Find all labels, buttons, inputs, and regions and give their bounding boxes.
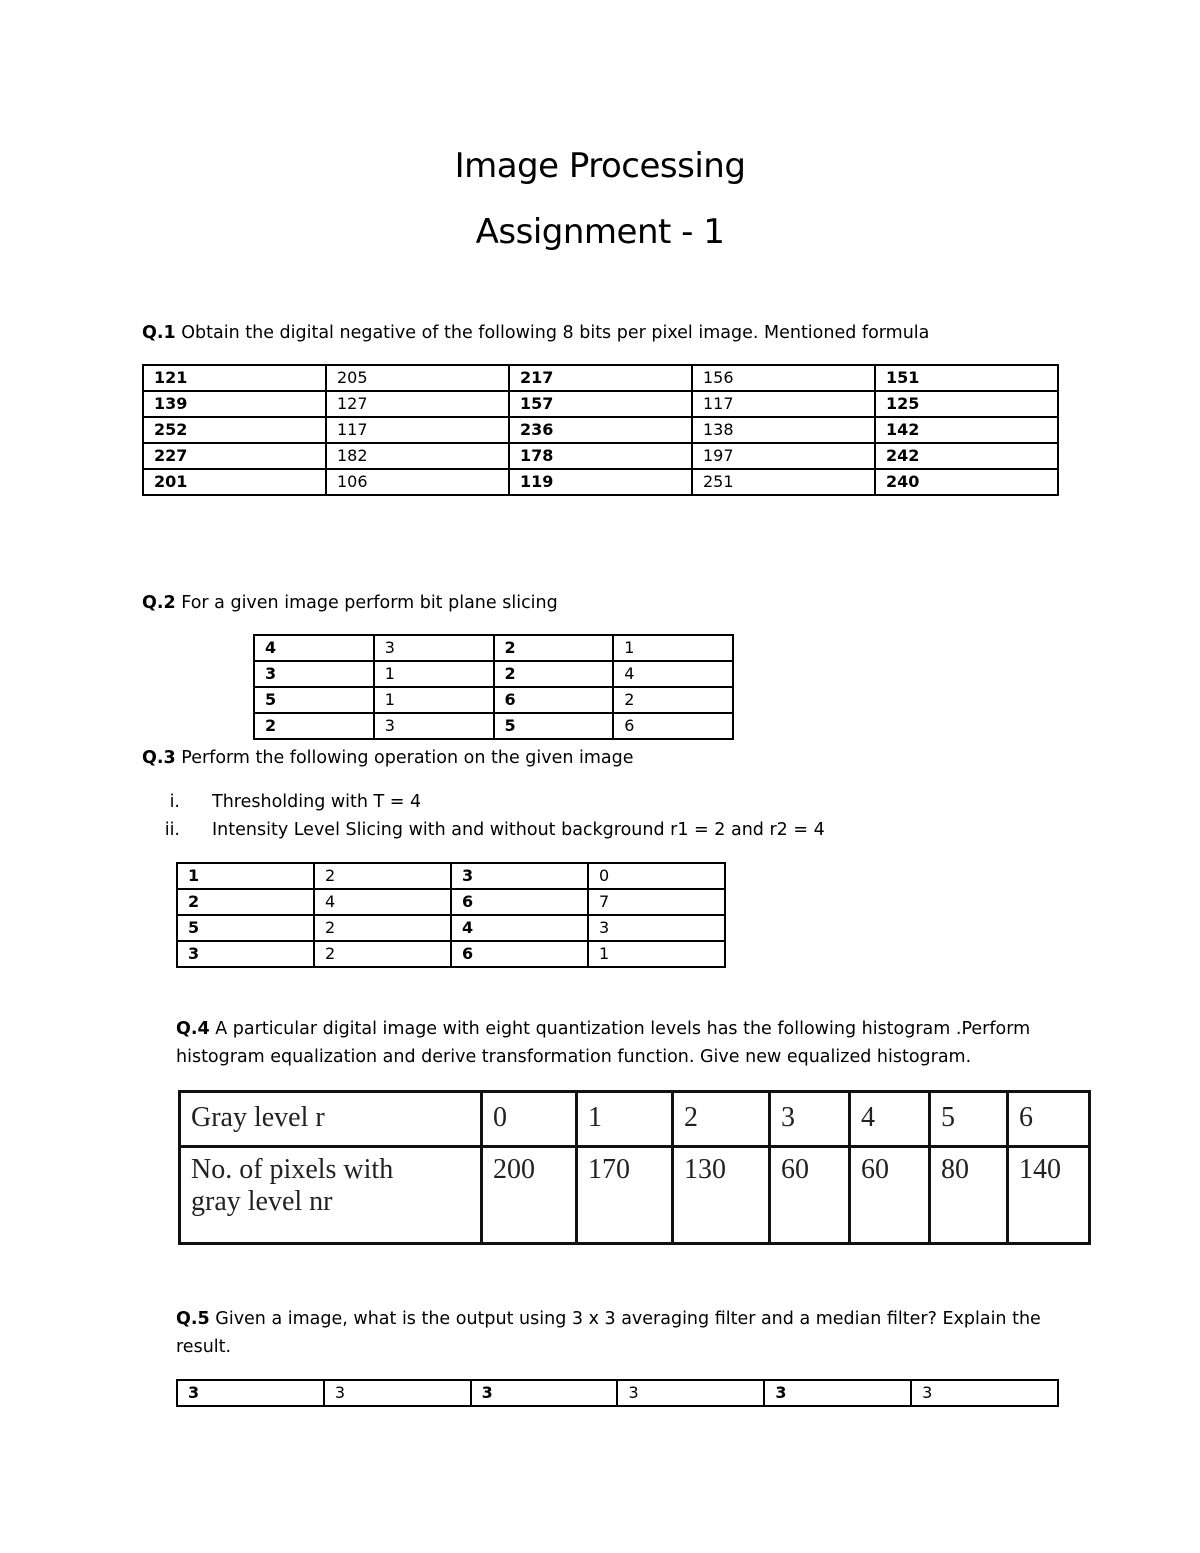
question-5-text: Given a image, what is the output using 3 x 3 averaging filter and a median filter? Explain the [209,1309,1041,1329]
table-cell: 4 [254,635,374,661]
question-2-label: Q.2 [142,593,176,613]
histogram-count-cell: 130 [673,1147,770,1244]
table-cell: 3 [374,635,494,661]
histogram-gray-level-cell: 4 [850,1092,930,1147]
list-item-number: i. [169,792,180,812]
question-1-text: Obtain the digital negative of the following 8 bits per pixel image. Mentioned formula [175,323,930,343]
table-row [177,915,725,941]
table-cell: 1 [177,863,314,889]
table-row [143,365,1058,391]
table-row [143,417,1058,443]
histogram-row-label [180,1147,482,1244]
table-cell: 5 [494,713,614,739]
table-cell: 142 [875,417,1058,443]
table-cell: 2 [314,863,451,889]
table-cell: 4 [613,661,733,687]
table-cell: 156 [692,365,875,391]
table-cell: 117 [692,391,875,417]
question-2 [142,593,558,613]
table-cell: 125 [875,391,1058,417]
histogram-gray-level-cell: 1 [577,1092,673,1147]
table-cell: 201 [143,469,326,495]
table-row [143,469,1058,495]
histogram-row-label-line: No. of pixels with [191,1154,394,1185]
table-cell: 6 [451,889,588,915]
histogram-count-cell: 140 [1008,1147,1090,1244]
table-cell: 251 [692,469,875,495]
histogram-gray-level-cell: 6 [1008,1092,1090,1147]
histogram-gray-level-cell: 2 [673,1092,770,1147]
question-5-table [176,1379,1059,1407]
table-cell: 106 [326,469,509,495]
question-4-text-line2: histogram equalization and derive transformation function. Give new equalized histogram. [176,1047,972,1067]
table-cell: 3 [764,1380,911,1406]
table-cell: 178 [509,443,692,469]
histogram-row-label: Gray level r [180,1092,482,1147]
table-cell: 3 [471,1380,618,1406]
histogram-gray-level-row [180,1092,1090,1147]
histogram-count-cell: 60 [850,1147,930,1244]
table-cell: 182 [326,443,509,469]
histogram-gray-level-cell: 5 [930,1092,1008,1147]
table-cell: 242 [875,443,1058,469]
table-cell: 2 [177,889,314,915]
table-cell: 3 [177,941,314,967]
histogram-count-cell: 80 [930,1147,1008,1244]
table-cell: 236 [509,417,692,443]
list-item-text: Intensity Level Slicing with and without background r1 = 2 and r2 = 4 [212,820,825,840]
table-cell: 1 [613,635,733,661]
table-row [143,443,1058,469]
table-cell: 197 [692,443,875,469]
table-cell: 121 [143,365,326,391]
table-cell: 240 [875,469,1058,495]
table-cell: 3 [451,863,588,889]
question-5-label: Q.5 [176,1309,210,1329]
table-cell: 2 [314,941,451,967]
question-3-text: Perform the following operation on the given image [175,748,634,768]
table-cell: 217 [509,365,692,391]
table-cell: 2 [494,661,614,687]
histogram-gray-level-cell: 3 [770,1092,850,1147]
table-row [254,661,733,687]
table-cell: 0 [588,863,725,889]
question-1 [142,323,929,343]
question-5-text-line2: result. [176,1337,232,1357]
table-cell: 139 [143,391,326,417]
table-cell: 3 [588,915,725,941]
table-row [177,941,725,967]
question-1-label: Q.1 [142,323,176,343]
table-cell: 1 [374,687,494,713]
table-row [177,889,725,915]
list-item-text: Thresholding with T = 4 [212,792,422,812]
table-cell: 2 [314,915,451,941]
question-1-table [142,364,1059,496]
question-2-text: For a given image perform bit plane slicing [175,593,558,613]
table-cell: 138 [692,417,875,443]
question-2-table [253,634,734,740]
table-cell: 6 [613,713,733,739]
table-cell: 227 [143,443,326,469]
question-4-text: A particular digital image with eight quantization levels has the following histogram .Perform [209,1019,1031,1039]
table-cell: 252 [143,417,326,443]
question-4-label: Q.4 [176,1019,210,1039]
table-cell: 157 [509,391,692,417]
table-row [254,713,733,739]
table-cell: 7 [588,889,725,915]
table-cell: 127 [326,391,509,417]
question-3-label: Q.3 [142,748,176,768]
table-row [177,863,725,889]
table-row [254,635,733,661]
table-cell: 2 [254,713,374,739]
question-3 [142,748,634,768]
table-row [177,1380,1058,1406]
table-cell: 3 [254,661,374,687]
table-cell: 3 [374,713,494,739]
histogram-count-cell: 200 [482,1147,577,1244]
question-3-table [176,862,726,968]
table-cell: 119 [509,469,692,495]
table-cell: 3 [177,1380,324,1406]
page-subtitle: Assignment - 1 [475,212,725,252]
question-5 [176,1309,1041,1329]
table-cell: 4 [314,889,451,915]
table-cell: 5 [177,915,314,941]
table-cell: 3 [911,1380,1058,1406]
histogram-count-cell: 170 [577,1147,673,1244]
table-cell: 151 [875,365,1058,391]
table-cell: 6 [451,941,588,967]
table-cell: 1 [374,661,494,687]
histogram-count-cell: 60 [770,1147,850,1244]
table-cell: 205 [326,365,509,391]
list-item-number: ii. [164,820,180,840]
histogram-pixel-count-row [180,1147,1090,1244]
table-cell: 2 [613,687,733,713]
table-cell: 3 [324,1380,471,1406]
table-row [254,687,733,713]
table-row [143,391,1058,417]
question-4 [176,1019,1030,1039]
histogram-gray-level-cell: 0 [482,1092,577,1147]
table-cell: 6 [494,687,614,713]
histogram-row-label-line: gray level nr [191,1186,333,1217]
page-title: Image Processing [454,146,746,186]
histogram-table [178,1090,1091,1245]
table-cell: 4 [451,915,588,941]
table-cell: 5 [254,687,374,713]
table-cell: 2 [494,635,614,661]
table-cell: 117 [326,417,509,443]
table-cell: 1 [588,941,725,967]
table-cell: 3 [617,1380,764,1406]
